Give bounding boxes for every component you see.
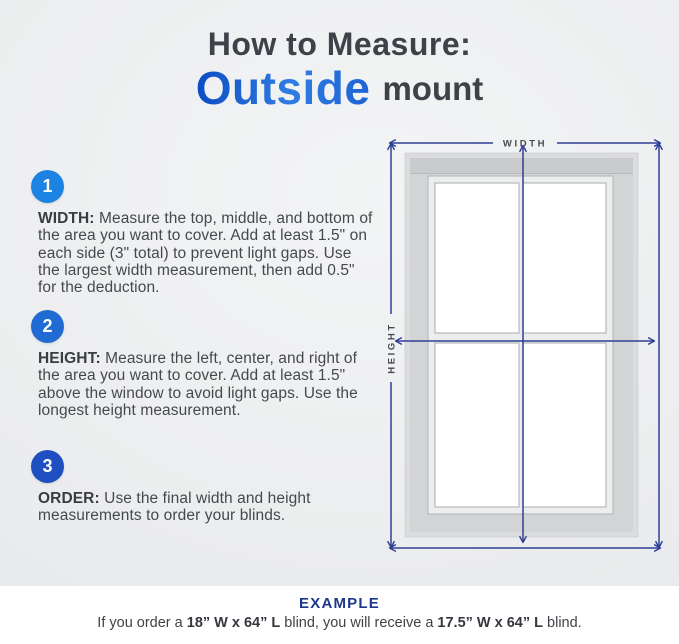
step-3-body: Use the final width and height measurements to order your blinds. (38, 490, 311, 525)
subtitle-accent: Outside (195, 62, 371, 114)
step-width (31, 170, 378, 296)
example-heading: EXAMPLE (299, 595, 380, 612)
step-3-text (38, 490, 376, 525)
height-arrow (387, 144, 398, 547)
example-prefix: If you order a (97, 615, 187, 631)
width-arrow (390, 139, 660, 150)
width-arrow-label: WIDTH (502, 138, 548, 150)
step-3-label: ORDER: (38, 490, 100, 507)
step-order (31, 450, 378, 525)
step-1-body: Measure the top, middle, and bottom of the area you want to cover. Add at least 1.5" on each side (3" total) to prevent light gaps. Use the largest width measurement, then add 0.5" for the deduction. (38, 210, 373, 297)
step-2-label: HEIGHT: (38, 350, 101, 367)
example-suffix: blind. (543, 615, 582, 631)
window-measure-diagram (378, 128, 674, 574)
page-title: How to Measure: (207, 26, 472, 62)
step-3-badge: 3 (31, 450, 64, 483)
step-1-text (38, 210, 376, 296)
step-1-badge: 1 (31, 170, 64, 203)
step-2-body: Measure the left, center, and right of the area you want to cover. Add at least 1.5" above the window to avoid light gaps. Use the longest height measurement. (38, 350, 358, 419)
title-block (0, 26, 679, 123)
step-1-label: WIDTH: (38, 210, 95, 227)
example-receive-size: 17.5” W x 64” L (437, 615, 543, 631)
step-height (31, 310, 378, 419)
window-illustration (378, 128, 674, 574)
window-frame (405, 153, 638, 537)
example-sentence (0, 615, 679, 631)
page-subtitle (0, 62, 679, 123)
subtitle-rest: mount (382, 70, 484, 107)
example-order-size: 18” W x 64” L (186, 615, 281, 631)
example-middle: blind, you will receive a (280, 615, 438, 631)
step-2-badge: 2 (31, 310, 64, 343)
window-header-bar (410, 158, 633, 173)
example-footer (0, 586, 679, 644)
step-2-text (38, 350, 376, 419)
height-arrow-label: HEIGHT (386, 322, 398, 374)
